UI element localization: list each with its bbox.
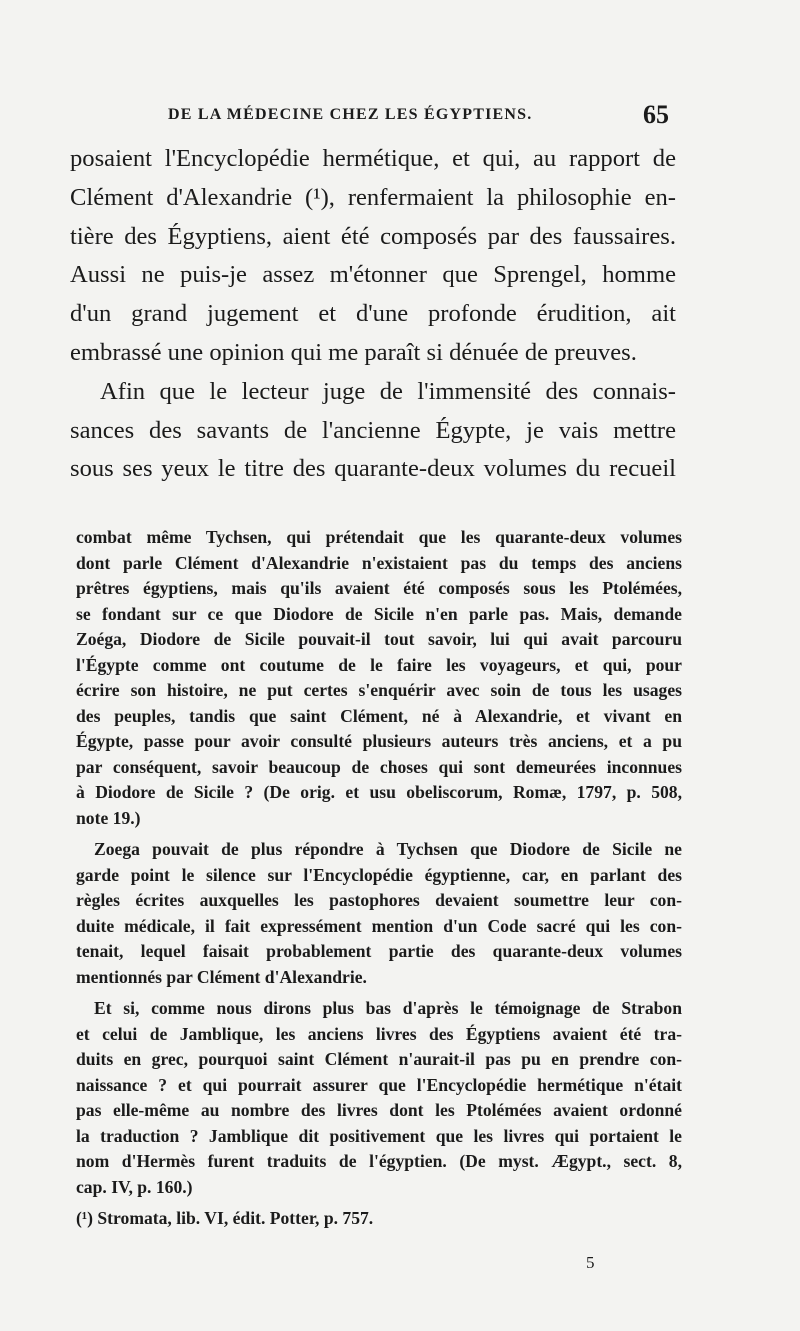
note-line: écrire son histoire, ne put certes s'enquérir avec soin de tous les usages [76,680,682,700]
note-paragraph [76,996,682,1200]
note-line: mentionnés par Clément d'Alexandrie. [76,966,367,987]
body-line: tière des Égyptiens, aient été composés par des faussaires. [70,222,676,250]
note-line: la traduction ? Jamblique dit positivement que les livres qui portaient le [76,1125,682,1146]
main-text-block [70,140,676,489]
note-line: combat même Tychsen, qui prétendait que les quarante-deux volumes [76,527,682,547]
body-line: Aussi ne puis-je assez m'étonner que Sprengel, homme [70,261,676,289]
note-line: se fondant sur ce que Diodore de Sicile n'en parle pas. Mais, demande [76,603,682,624]
note-line: tenait, lequel faisait probablement partie des quarante-deux volumes [76,941,682,961]
note-paragraph [76,837,682,990]
body-line: sous ses yeux le titre des quarante-deux volumes du recueil [70,455,676,483]
note-line: à Diodore de Sicile ? (De orig. et usu obeliscorum, Romæ, 1797, p. 508, [76,782,682,802]
body-line: embrassé une opinion qui me paraît si dénuée de preuves. [70,338,637,366]
note-line: garde point le silence sur l'Encyclopédie égyptienne, car, en parlant des [76,864,682,885]
note-line: note 19.) [76,807,141,828]
body-line: posaient l'Encyclopédie hermétique, et qui, au rapport de [70,145,676,172]
note-line: par conséquent, savoir beaucoup de choses qui sont demeurées inconnues [76,756,682,777]
note-line: et celui de Jamblique, les anciens livres des Égyptiens avaient été tra- [76,1023,682,1044]
running-title: DE LA MÉDECINE CHEZ LES ÉGYPTIENS. [168,106,533,123]
note-line: des peuples, tandis que saint Clément, né à Alexandrie, et vivant en [76,705,682,726]
note-line: l'Égypte comme ont coutume de le faire les voyageurs, et qui, pour [76,654,682,675]
page-number: 65 [643,100,669,129]
note-line: cap. IV, p. 160.) [76,1176,193,1197]
note-line: duite médicale, il fait expressément mention d'un Code sacré qui les con- [76,915,682,936]
footnote-line: (¹) Stromata, lib. VI, édit. Potter, p. 757. [76,1208,374,1228]
notes-block [76,525,682,1238]
note-line: dont parle Clément d'Alexandrie n'existaient pas du temps des anciens [76,552,682,573]
note-line: prêtres égyptiens, mais qu'ils avaient été composés sous les Ptolémées, [76,578,682,598]
note-line: pas elle-même au nombre des livres dont les Ptolémées avaient ordonné [76,1100,682,1120]
note-line: Zoega pouvait de plus répondre à Tychsen que Diodore de Sicile ne [94,839,682,859]
signature-mark: 5 [586,1253,595,1272]
body-line: sances des savants de l'ancienne Égypte, je vais mettre [70,416,676,444]
note-line: nom d'Hermès furent traduits de l'égyptien. (De myst. Ægypt., sect. 8, [76,1151,682,1171]
footnote [76,1206,682,1232]
note-line: règles écrites auxquelles les pastophores devaient soumettre leur con- [76,890,682,910]
note-line: Et si, comme nous dirons plus bas d'après le témoignage de Strabon [94,998,682,1018]
page-header [0,100,800,134]
note-line: Égypte, passe pour avoir consulté plusieurs auteurs très anciens, et a pu [76,731,682,751]
note-line: duits en grec, pourquoi saint Clément n'aurait-il pas pu en prendre con- [76,1049,682,1069]
body-line: d'un grand jugement et d'une profonde érudition, ait [70,300,676,328]
body-line: Clément d'Alexandrie (¹), renfermaient la philosophie en- [70,183,676,211]
body-line: Afin que le lecteur juge de l'immensité des connais- [100,377,676,405]
note-paragraph [76,525,682,831]
note-line: naissance ? et qui pourrait assurer que l'Encyclopédie hermétique n'était [76,1074,682,1095]
note-line: Zoéga, Diodore de Sicile pouvait-il tout savoir, lui qui avait parcouru [76,629,682,649]
